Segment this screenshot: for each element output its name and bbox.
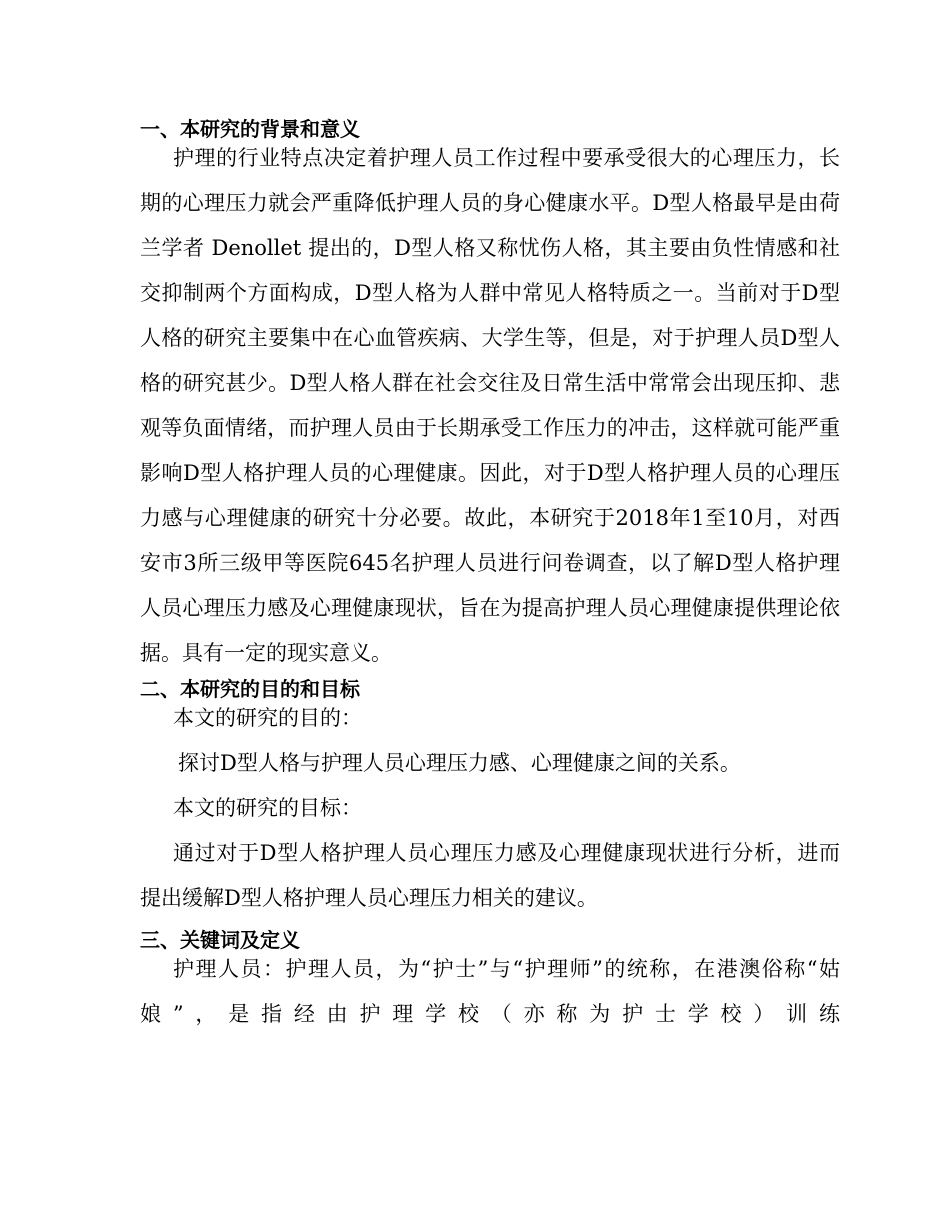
- background-paragraph: 护理的行业特点决定着护理人员工作过程中要承受很大的心理压力，长期的心理压力就会严重降低护理人员的身心健康水平。D型人格最早是由荷兰学者 Denollet 提出的，D型人格又称忧伤人格，其主要由负性情感和社交抑制两个方面构成，D型人格为人群中常见人格特质之一。当前对于D型人格的研究主要集中在心血管疾病、大学生等，但是，对于护理人员D型人格的研究甚少。D型人格人群在社会交往及日常生活中常常会出现压抑、悲观等负面情绪，而护理人员由于长期承受工作压力的冲击，这样就可能严重影响D型人格护理人员的心理健康。因此，对于D型人格护理人员的心理压力感与心理健康的研究十分必要。故此，本研究于2018年1至10月，对西安市3所三级甲等医院645名护理人员进行问卷调查，以了解D型人格护理人员心理压力感及心理健康现状，旨在为提高护理人员心理健康提供理论依据。具有一定的现实意义。: [140, 146, 840, 665]
- section-heading-background: 一、本研究的背景和意义: [140, 117, 360, 141]
- keywords-paragraph: 护理人员：护理人员，为“护士”与“护理师”的统称，在港澳俗称“姑娘”，是指经由护理学校（亦称为护士学校）训练: [140, 957, 840, 1026]
- purpose-label: 本文的研究的目的：: [173, 706, 362, 730]
- section-heading-objectives: 二、本研究的目的和目标: [140, 677, 360, 701]
- goal-label: 本文的研究的目标：: [173, 796, 362, 820]
- section-heading-keywords: 三、关键词及定义: [140, 928, 300, 952]
- document-body: [140, 116, 840, 1037]
- purpose-text: 探讨D型人格与护理人员心理压力感、心理健康之间的关系。: [178, 751, 741, 775]
- goal-paragraph: 通过对于D型人格护理人员心理压力感及心理健康现状进行分析，进而提出缓解D型人格护理人员心理压力相关的建议。: [140, 841, 840, 910]
